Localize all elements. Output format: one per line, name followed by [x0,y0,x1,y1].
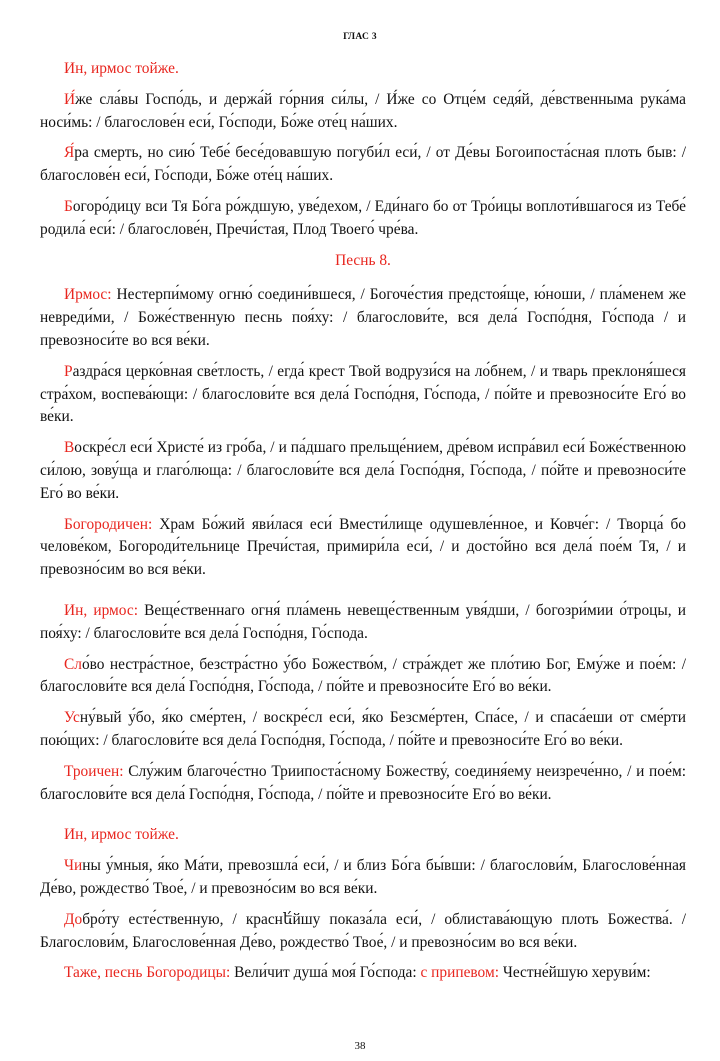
rubric-text: Ус [64,709,80,727]
verse-paragraph [40,707,686,753]
verse-paragraph [40,761,686,807]
verse-text: Нестерпи́мому огню́ соедини́вшеся, / Богоче́стия предстоя́ще, ю́ноши, / пла́менем же невреди́ми, / Боже́ственную песнь поя́ху: / благослови́те, вся дела́ Госпо́дня, Го́спода / и превозноси́те во вся ве́ки. [40,286,686,349]
rubric-text: До [64,910,83,928]
rubric-text: Чи [64,857,83,875]
rubric-text: И́ [64,90,76,108]
rubric-text: Я́ [64,144,75,162]
verse-text: оскре́сл еси́ Христе́ из гро́ба, / и па́дшаго прельще́нием, дре́вом испра́вил еси́ Боже́ственною си́лою, зову́ща и глаго́люща: / благослови́те вся дела́ Госпо́дня, Го́спода, / по́йте и превозноси́те Его́ во ве́ки. [40,439,686,502]
rubric-text: Б [64,197,73,215]
rubric-text: Ин, ирмос: [64,601,138,619]
verse-text: Вели́чит душа́ моя́ Го́спода: [230,964,421,982]
rubric-text: с припевом: [420,964,499,982]
verse-text: Храм Бо́жий яви́лася еси́ Вмести́лище одушевле́нное, и Ковче́г: / Творца́ бо челове́ком, Богороди́тельнице Пречи́стая, примири́ла еси́, / и досто́йно вся дела́ пое́м Тя, / и превозно́сим во вся ве́ки. [40,515,686,579]
rubric-text: Ин, ирмос тойже. [64,826,179,844]
verse-text: Слу́жим благоче́стно Триипоста́сному Божеству́, соединя́ему неизрече́нно, / и пое́м: благослови́те вся дела́ Госпо́дня, Го́спода, / по́йте и превозноси́те Его́ во ве́ки. [40,762,686,803]
verse-paragraph [40,600,686,646]
rubric-text: Ин, ирмос тойже. [64,60,179,77]
section-heading [40,250,686,273]
verse-paragraph [40,361,686,429]
page-number: 38 [354,1040,366,1052]
verse-text: Честне́йшую херуви́м: [498,964,651,982]
verse-paragraph [40,89,686,135]
rubric-text: Богородичен: [64,515,153,533]
verse-text: аздра́ся церко́вная све́тлость, / егда́ крест Твой водрузи́ся на ло́бнем, / и тварь преклоня́шеся стра́хом, воспева́ющи: / благослови́те вся дела́ Госпо́дня, Го́спода, / по́йте и превозноси́те Его́ во ве́ки. [40,362,686,426]
verse-paragraph [40,654,686,700]
verse-paragraph [40,962,686,985]
verse-text: ну́вый у́бо, я́ко сме́ртен, / воскре́сл еси́, я́ко Безсме́ртен, Спа́се, / и спаса́еши от сме́рти пою́щих: / благослови́те вся дела́ Госпо́дня, Го́спода, / по́йте и превозноси́те Его́ во ве́ки. [40,709,686,749]
verse-paragraph [40,909,686,955]
rubric-text: Песнь 8. [335,251,391,269]
verse-paragraph [40,437,686,505]
verse-paragraph [40,196,686,242]
verse-paragraph [40,514,686,582]
verse-paragraph [40,855,686,901]
verse-text: огоро́дицу вси Тя Бо́га ро́ждшую, уве́дехом, / Еди́наго бо от Тро́ицы воплоти́вшагося из Тебе́ родила́ еси́: / благослове́н, Пречи́стая, Плод Твоего́ чре́ва. [40,197,686,238]
rubric-text: Р [64,362,73,380]
rubric-text: В [64,439,75,457]
verse-text: бро́ту есте́ственную, / краснե́йшу показа́ла еси́, / облистава́ющую плоть Божества́. / Благослови́м, Благослове́нная Де́во, рождество́ Твое́, / и превозно́сим во вся ве́ки. [40,910,686,951]
verse-paragraph [40,284,686,352]
verse-text: ны у́мныя, я́ко Ма́ти, превозшла́ еси́, / и близ Бо́га бы́вши: / благослови́м, Благослове́нная Де́во, рождество́ Твое́, / и превозно́сим во вся ве́ки. [40,857,686,897]
rubric-text: Троичен: [64,762,124,780]
verse-paragraph [40,58,686,81]
rubric-text: Сл [64,655,82,673]
page-header: ГЛАС 3 [343,32,377,42]
verse-text: о́во нестра́стное, безстра́стно у́бо Божество́м, / стра́ждет же пло́тию Бог, Ему́же и пое́м: / благослови́те вся дела́ Госпо́дня, Го́спода, / по́йте и превозноси́те Его́ во ве́ки. [40,655,686,696]
document-body [40,58,686,993]
rubric-text: Таже, песнь Богородицы: [64,964,231,982]
verse-text: ра смерть, но сию́ Тебе́ бесе́довавшую погуби́л еси́, / от Де́вы Богоипоста́сная плоть быв: / благослове́н еси́, Го́споди, Бо́же оте́ц на́ших. [40,144,686,185]
verse-text: же сла́вы Госпо́дь, и держа́й го́рния си́лы, / И́же со Отце́м седя́й, де́вственныма рука́ма носи́мь: / благослове́н еси́, Го́споди, Бо́же оте́ц на́ших. [40,90,686,131]
verse-text: Веще́ственнаго огня́ пла́мень невеще́ственным увя́дши, / богозри́мии о́троцы, и поя́ху: / благослови́те вся дела́ Госпо́дня, Го́спода. [40,601,687,642]
section-gap [40,814,686,824]
rubric-text: Ирмос: [64,286,112,304]
verse-paragraph [40,824,686,847]
section-gap [40,590,686,600]
verse-paragraph [40,142,686,188]
